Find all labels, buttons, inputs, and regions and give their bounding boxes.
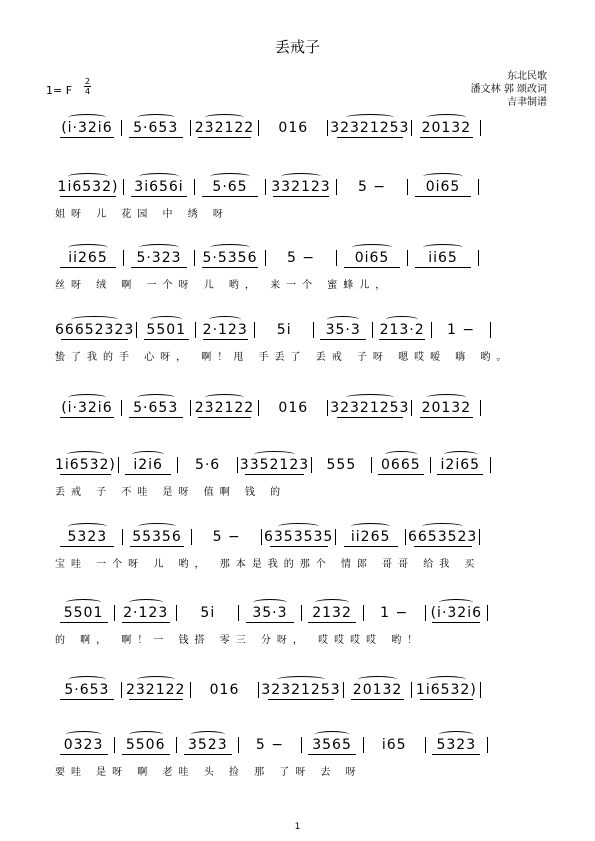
slur-mark	[66, 731, 100, 738]
slur-mark	[254, 451, 296, 458]
slur-mark	[71, 316, 119, 323]
slur-mark	[315, 599, 349, 606]
lyric-line: 宝哇 一个呀 儿 哟， 那本是我的那个 情郎 哥哥 给我 买	[55, 558, 481, 569]
beam-line	[432, 622, 480, 623]
system-4	[55, 320, 547, 380]
slur-mark	[137, 676, 175, 683]
slur-mark	[427, 676, 465, 683]
bar-line	[194, 250, 195, 266]
measure: 35·3	[316, 322, 370, 338]
slur-mark	[427, 394, 465, 401]
bar-line	[136, 322, 137, 338]
notation-line	[55, 735, 547, 755]
beam-line	[60, 622, 108, 623]
bar-line	[431, 322, 432, 338]
time-signature	[84, 77, 91, 96]
slur-mark	[385, 451, 418, 458]
system-9	[55, 680, 547, 740]
beam-line	[320, 339, 365, 340]
slur-mark	[150, 316, 182, 323]
measure: 32321253	[261, 682, 340, 698]
bar-line	[114, 737, 115, 753]
beam-line	[60, 267, 115, 268]
beam-line	[122, 754, 170, 755]
bar-line	[336, 179, 337, 195]
slur-mark	[346, 394, 394, 401]
measure: 20132	[414, 120, 478, 136]
bar-line	[190, 120, 191, 136]
slur-mark	[129, 599, 163, 606]
slur-mark	[327, 316, 359, 323]
beam-line	[351, 699, 405, 700]
notation-line	[55, 118, 547, 138]
measure: 1i6532)	[55, 457, 116, 473]
measure: i2i6	[121, 457, 175, 473]
bar-line	[237, 457, 238, 473]
measure: 32321253	[330, 120, 409, 136]
beam-line	[379, 339, 424, 340]
measure: i65	[381, 737, 407, 753]
notation-line	[55, 177, 547, 197]
bar-line	[190, 400, 191, 416]
bar-line	[363, 737, 364, 753]
slur-mark	[139, 244, 179, 251]
measure: 6653523	[408, 529, 477, 545]
bar-line	[425, 737, 426, 753]
bar-line	[118, 457, 119, 473]
bar-line	[490, 457, 491, 473]
lyric-line: 的 啊， 啊！一 钱搭 零三 分呀， 哎哎哎哎 哟！	[55, 634, 424, 645]
measure: ii65	[410, 250, 476, 266]
measure: 1 −	[447, 322, 476, 338]
system-8	[55, 603, 547, 663]
beam-line	[420, 137, 474, 138]
slur-mark	[277, 676, 325, 683]
time-signature-bottom: 4	[85, 87, 91, 96]
bar-line	[343, 682, 344, 698]
bar-line	[114, 605, 115, 621]
measure: 016	[209, 682, 240, 698]
slur-mark	[68, 676, 106, 683]
slur-mark	[68, 244, 108, 251]
system-5	[55, 398, 547, 458]
bar-line	[261, 529, 262, 545]
credit-arranger: 吉聿制谱	[507, 97, 547, 108]
bar-line	[238, 737, 239, 753]
notation-line	[55, 320, 547, 340]
notation-line	[55, 248, 547, 268]
slur-mark	[423, 173, 463, 180]
lyric-line: 蛰了我的手 心呀， 啊！甩 手丢了 丢戒 子呀 嗯哎嗳 嗨 哟。	[55, 351, 513, 362]
bar-line	[121, 120, 122, 136]
bar-line	[254, 322, 255, 338]
beam-line	[437, 474, 483, 475]
lyric-line: 丝呀 绒 啊 一个呀 儿 哟， 来一个 蜜蜂儿，	[55, 279, 392, 290]
beam-line	[144, 339, 189, 340]
slur-mark	[191, 731, 225, 738]
bar-line	[258, 682, 259, 698]
measure: 20132	[414, 400, 478, 416]
bar-line	[407, 250, 408, 266]
bar-line	[194, 179, 195, 195]
measure: 5 −	[255, 737, 284, 753]
measure: 32321253	[330, 400, 409, 416]
beam-line	[420, 699, 474, 700]
measure: 5·65	[197, 179, 263, 195]
beam-line	[245, 474, 303, 475]
lyric-line	[55, 146, 547, 160]
time-signature-top: 2	[85, 77, 91, 86]
measure: 0i65	[410, 179, 476, 195]
beam-line	[344, 546, 398, 547]
measure: 3565	[304, 737, 361, 753]
credit-origin: 东北民歌	[507, 71, 547, 82]
measure: 2·123	[198, 322, 252, 338]
lyric-line: 要哇 是呀 啊 老哇 头 捡 那 了呀 去 呀	[55, 766, 362, 777]
beam-line	[202, 267, 257, 268]
bar-line	[487, 605, 488, 621]
bar-line	[372, 322, 373, 338]
measure: (i·32i6	[55, 400, 119, 416]
bar-line	[363, 605, 364, 621]
measure: 5 −	[357, 179, 387, 195]
beam-line	[131, 267, 186, 268]
bar-line	[480, 682, 481, 698]
beam-line	[129, 699, 183, 700]
beam-line	[60, 474, 111, 475]
measure: 1 −	[380, 605, 409, 621]
beam-line	[125, 474, 171, 475]
measure: ii265	[338, 529, 403, 545]
system-10	[55, 735, 547, 795]
slur-mark	[439, 731, 473, 738]
slur-mark	[68, 173, 108, 180]
beam-line	[60, 137, 114, 138]
measure: 016	[278, 400, 309, 416]
slur-mark	[66, 599, 100, 606]
bar-line	[405, 529, 406, 545]
measure: (i·32i6	[55, 120, 119, 136]
bar-line	[411, 400, 412, 416]
bar-line	[411, 682, 412, 698]
beam-line	[415, 267, 470, 268]
measure: 6353535	[264, 529, 333, 545]
lyric-line	[55, 426, 547, 440]
bar-line	[411, 120, 412, 136]
beam-line	[246, 622, 294, 623]
slur-mark	[137, 394, 175, 401]
page-number: 1	[294, 822, 301, 832]
beam-line	[131, 196, 186, 197]
slur-mark	[205, 114, 243, 121]
bar-line	[176, 605, 177, 621]
system-7	[55, 527, 547, 587]
slur-mark	[68, 114, 106, 121]
beam-line	[337, 417, 404, 418]
slur-mark	[205, 394, 243, 401]
bar-line	[479, 529, 480, 545]
slur-mark	[278, 523, 320, 530]
measure: 232122	[193, 400, 257, 416]
beam-line	[60, 546, 114, 547]
measure: 5·5356	[197, 250, 263, 266]
measure: 3523	[179, 737, 236, 753]
system-6	[55, 455, 547, 515]
measure: 0665	[374, 457, 428, 473]
measure: 2·123	[117, 605, 174, 621]
measure: 1i6532)	[55, 179, 121, 195]
measure: 5i	[276, 322, 292, 338]
measure: 5501	[139, 322, 193, 338]
slur-mark	[358, 676, 396, 683]
beam-line	[198, 137, 252, 138]
measure: 555	[326, 457, 357, 473]
bar-line	[195, 322, 196, 338]
slur-mark	[138, 523, 177, 530]
bar-line	[425, 605, 426, 621]
beam-line	[61, 339, 128, 340]
slur-mark	[352, 244, 392, 251]
beam-line	[60, 699, 114, 700]
slur-mark	[68, 523, 107, 530]
bar-line	[123, 179, 124, 195]
measure: 3352123	[240, 457, 309, 473]
bar-line	[176, 737, 177, 753]
measure: 016	[278, 120, 309, 136]
measure: (i·32i6	[428, 605, 485, 621]
beam-line	[308, 622, 356, 623]
bar-line	[478, 179, 479, 195]
slur-mark	[209, 316, 241, 323]
bar-line	[478, 250, 479, 266]
beam-line	[414, 546, 472, 547]
beam-line	[129, 137, 183, 138]
bar-line	[335, 529, 336, 545]
bar-line	[371, 457, 372, 473]
slur-mark	[439, 599, 473, 606]
credits	[471, 70, 547, 109]
measure: 5·653	[124, 120, 188, 136]
slur-mark	[423, 244, 463, 251]
credit-lyricist: 潘文林 郭 颂改词	[470, 84, 547, 95]
measure: 5·323	[126, 250, 192, 266]
slur-mark	[132, 451, 165, 458]
slur-mark	[351, 523, 390, 530]
beam-line	[203, 339, 248, 340]
bar-line	[190, 682, 191, 698]
measure: 5 −	[212, 529, 241, 545]
notation-line	[55, 603, 547, 623]
bar-line	[480, 400, 481, 416]
bar-line	[177, 457, 178, 473]
slur-mark	[386, 316, 418, 323]
slur-mark	[253, 599, 287, 606]
lyric-line	[55, 708, 547, 722]
beam-line	[122, 622, 170, 623]
bar-line	[265, 250, 266, 266]
lyric-line: 姐呀 儿 花园 中 绣 呀	[55, 208, 229, 219]
bar-line	[121, 682, 122, 698]
slur-mark	[281, 173, 321, 180]
beam-line	[420, 417, 474, 418]
measure: 0i65	[339, 250, 405, 266]
measure: 5i	[200, 605, 216, 621]
beam-line	[60, 754, 108, 755]
bar-line	[430, 457, 431, 473]
system-2	[55, 177, 547, 237]
system-3	[55, 248, 547, 308]
measure: 232122	[193, 120, 257, 136]
bar-line	[238, 605, 239, 621]
measure: ii265	[55, 250, 121, 266]
measure: 0323	[55, 737, 112, 753]
bar-line	[265, 179, 266, 195]
measure: 5323	[428, 737, 485, 753]
measure: 5·653	[55, 682, 119, 698]
bar-line	[191, 529, 192, 545]
measure: 5323	[55, 529, 120, 545]
notation-line	[55, 455, 547, 475]
notation-line	[55, 680, 547, 700]
measure: 2132	[304, 605, 361, 621]
slur-mark	[346, 114, 394, 121]
bar-line	[311, 457, 312, 473]
key-signature: 1= F	[46, 84, 73, 97]
beam-line	[198, 417, 252, 418]
beam-line	[273, 196, 328, 197]
beam-line	[378, 474, 424, 475]
beam-line	[184, 754, 232, 755]
bar-line	[407, 179, 408, 195]
measure: 5·653	[124, 400, 188, 416]
beam-line	[60, 196, 115, 197]
bar-line	[313, 322, 314, 338]
measure: 232122	[124, 682, 188, 698]
bar-line	[258, 400, 259, 416]
beam-line	[129, 417, 183, 418]
beam-line	[308, 754, 356, 755]
slur-mark	[210, 173, 250, 180]
slur-mark	[139, 173, 179, 180]
slur-mark	[444, 451, 477, 458]
measure: 55356	[125, 529, 190, 545]
measure: 20132	[346, 682, 410, 698]
bar-line	[336, 250, 337, 266]
beam-line	[268, 699, 335, 700]
measure: 35·3	[241, 605, 298, 621]
slur-mark	[67, 451, 104, 458]
bar-line	[301, 605, 302, 621]
bar-line	[123, 250, 124, 266]
beam-line	[337, 137, 404, 138]
bar-line	[122, 529, 123, 545]
notation-line	[55, 398, 547, 418]
beam-line	[344, 267, 399, 268]
measure: 5506	[117, 737, 174, 753]
measure: 332123	[268, 179, 334, 195]
measure: 3i656i	[126, 179, 192, 195]
beam-line	[60, 417, 114, 418]
bar-line	[301, 737, 302, 753]
slur-mark	[315, 731, 349, 738]
lyric-line: 丢戒 子 不哇 是呀 值啊 钱 的	[55, 486, 287, 497]
bar-line	[327, 400, 328, 416]
notation-line	[55, 527, 547, 547]
beam-line	[130, 546, 184, 547]
bar-line	[487, 737, 488, 753]
measure: 5501	[55, 605, 112, 621]
bar-line	[121, 400, 122, 416]
slur-mark	[137, 114, 175, 121]
system-1	[55, 118, 547, 178]
slur-mark	[68, 394, 106, 401]
measure: 5 −	[286, 250, 316, 266]
beam-line	[432, 754, 480, 755]
measure: 213·2	[375, 322, 429, 338]
measure: 5·6	[194, 457, 221, 473]
slur-mark	[210, 244, 250, 251]
measure: 1i6532)	[414, 682, 478, 698]
slur-mark	[427, 114, 465, 121]
bar-line	[480, 120, 481, 136]
beam-line	[270, 546, 328, 547]
measure: i2i65	[433, 457, 487, 473]
bar-line	[490, 322, 491, 338]
measure: 66652323	[55, 322, 134, 338]
slur-mark	[422, 523, 464, 530]
beam-line	[202, 196, 257, 197]
slur-mark	[129, 731, 163, 738]
bar-line	[258, 120, 259, 136]
beam-line	[415, 196, 470, 197]
song-title: 丢戒子	[274, 38, 320, 56]
bar-line	[327, 120, 328, 136]
